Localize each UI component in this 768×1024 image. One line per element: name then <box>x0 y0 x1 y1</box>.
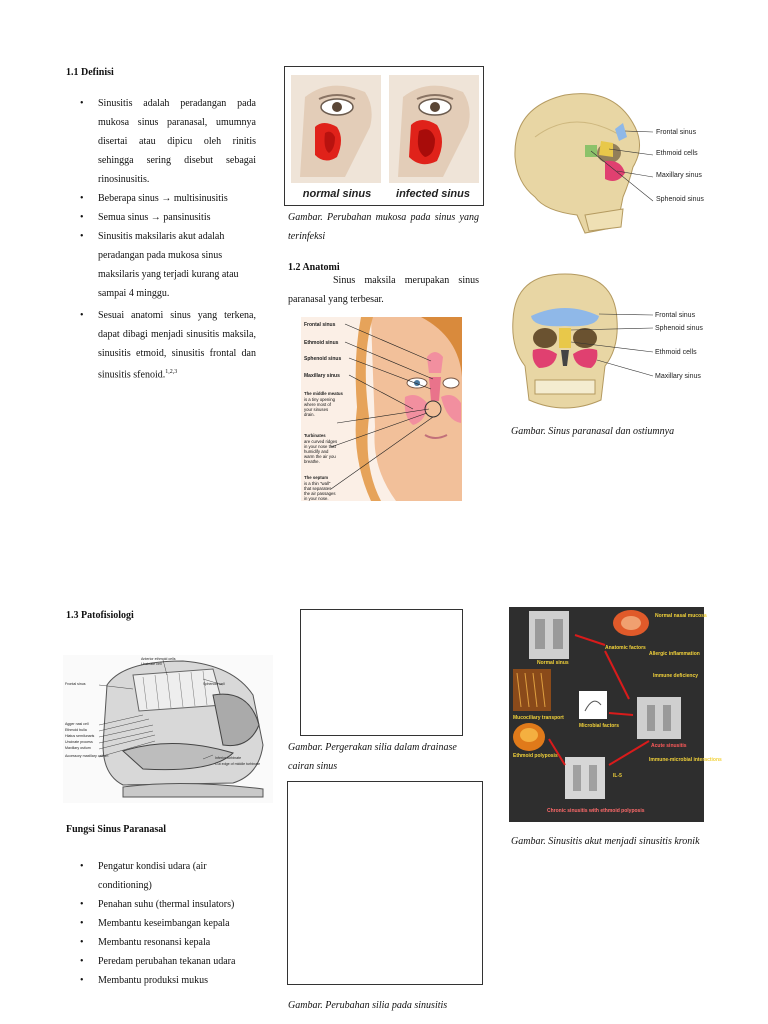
label-sphenoid-sinus: Sphenoid sinus <box>655 325 703 332</box>
list-item-text: Membantu resonansi kepala <box>98 937 211 948</box>
figure-face <box>301 317 462 501</box>
label-allergic: Allergic inflammation <box>649 651 700 657</box>
caption-cilia-change: Gambar. Perubahan silia pada sinusitis <box>288 1000 448 1011</box>
list-item <box>65 971 275 990</box>
list-item <box>65 94 256 189</box>
label-hiatus: Hiatus semilunaris <box>65 734 95 738</box>
anatomi-text: Sinus maksila merupakan sinus paranasal yang terbesar. <box>288 275 479 305</box>
label-inferior-turbinate: Inferior turbinate <box>215 756 242 760</box>
figure-cilia-drainage-frame <box>300 609 463 736</box>
chronic-sinusitis-illustration <box>509 607 722 822</box>
label-normal-mucosa: Normal nasal mucosa <box>655 613 707 619</box>
definisi-list <box>65 94 256 384</box>
ethmoid-shape <box>559 328 571 348</box>
label-mucociliary: Mucociliary transport <box>513 715 564 721</box>
label-sphenoid-sinus: Sphenoid sinus <box>304 356 342 362</box>
reference-superscript: 1,2,3 <box>165 369 178 375</box>
skull-lateral-illustration <box>505 87 704 237</box>
label-ethmoid-sinus: Ethmoid sinus <box>304 340 339 346</box>
list-item-text: Penahan suhu (thermal insulators) <box>98 899 235 910</box>
mucosa-illustration <box>285 67 483 205</box>
label-microbial: Microbial factors <box>579 723 620 729</box>
list-item <box>65 857 248 895</box>
note-turbinates-title: Turbinates <box>304 433 326 438</box>
label-ethmoid-cells: Ethmoid cells <box>655 349 697 356</box>
list-item <box>65 895 275 914</box>
list-item-text: Sinusitis maksilaris akut adalah peradangan pada mukosa sinus maksilaris yang terjadi kurang atau sampai 4 minggu. <box>98 231 239 299</box>
label-sphenoid-cell: Sphenoid cell <box>203 682 225 686</box>
nasal-wall-illustration <box>63 655 273 803</box>
list-item <box>65 952 275 971</box>
caption-chronic: Gambar. Sinusitis akut menjadi sinusitis kronik <box>511 836 700 847</box>
note-turbinates-text: are curved ridges in your nose that humidify and warm the air you breathe. <box>304 439 338 464</box>
label-maxillary-sinus: Maxillary sinus <box>304 373 340 379</box>
label-sphenoid-sinus: Sphenoid sinus <box>656 196 704 203</box>
label-normal-sinus: normal sinus <box>302 188 372 200</box>
caption-cilia-drainage: Gambar. Pergerakan silia dalam drainase cairan sinus <box>288 742 457 772</box>
label-normal-sinus: Normal sinus <box>537 660 569 666</box>
note-septum-text: is a thin "wall" that separates the air passages in your nose. <box>304 481 336 501</box>
label-chronic: Chronic sinusitis with ethmoid polyposis <box>547 808 645 814</box>
heading-fungsi: Fungsi Sinus Paranasal <box>66 824 167 835</box>
figure-chronic-sinusitis <box>509 607 722 822</box>
label-ethmoid-polyposis: Ethmoid polyposis <box>513 753 558 759</box>
face-sinus-illustration <box>301 317 462 501</box>
figure-skull-lateral <box>505 87 704 237</box>
list-item-text: Pengatur kondisi udara (air conditioning) <box>98 861 207 891</box>
label-agger-nasi: Agger nasi cell <box>65 722 89 726</box>
label-uncinate-cell: Uncinate cell <box>141 662 162 666</box>
label-immune-deficiency: Immune deficiency <box>653 673 699 679</box>
label-anterior-ethmoid: Anterior ethmoid cells <box>141 657 176 661</box>
heading-anatomi: 1.2 Anatomi <box>288 262 340 273</box>
label-maxillary-sinus: Maxillary sinus <box>655 373 701 380</box>
caption-mucosa: Gambar. Perubahan mukosa pada sinus yang terinfeksi <box>288 212 479 242</box>
list-item-text: Peredam perubahan tekanan udara <box>98 956 236 967</box>
label-ethmoid-bulla: Ethmoid bulla <box>65 728 87 732</box>
figure-cilia-change-frame <box>287 781 483 985</box>
label-cut-edge: Cut edge of middle turbinate <box>215 762 261 766</box>
fungsi-list <box>65 857 275 990</box>
list-item <box>65 306 256 384</box>
list-item-text: Membantu keseimbangan kepala <box>98 918 230 929</box>
list-item <box>65 933 275 952</box>
list-item-text: Membantu produksi mukus <box>98 975 208 986</box>
figure-nasal-wall <box>63 655 273 803</box>
list-item <box>65 189 256 208</box>
label-maxillary-sinus: Maxillary sinus <box>656 172 702 179</box>
label-acute: Acute sinusitis <box>651 743 687 749</box>
label-il5: IL-5 <box>613 773 622 779</box>
note-middle-meatus-title: The middle meatus <box>304 391 343 396</box>
label-maxillary-ostium: Maxillary ostium <box>65 746 91 750</box>
list-item-text: Semua sinus → pansinusitis <box>98 212 211 223</box>
label-accessory-ostium: Accessory maxillary ostium <box>65 754 109 758</box>
figure-mucosa <box>284 66 484 206</box>
list-item-text: Beberapa sinus → multisinusitis <box>98 193 228 204</box>
list-item-text: Sesuai anatomi sinus yang terkena, dapat dibagi menjadi sinusitis maksila, sinusitis etmoid, sinusitis frontal dan sinusitis sfenoid. <box>98 310 256 381</box>
note-middle-meatus-text: is a tiny opening where most of your sinuses drain. <box>304 397 336 417</box>
label-frontal-sinus: Frontal sinus <box>656 129 697 136</box>
caption-skull: Gambar. Sinus paranasal dan ostiumnya <box>511 426 675 437</box>
skull-frontal-illustration <box>505 270 701 418</box>
label-immune-microbial: Immune-microbial interactions <box>649 757 722 763</box>
label-frontal-sinus: Frontal sinus <box>65 682 86 686</box>
list-item <box>65 914 275 933</box>
note-septum-title: The septum <box>304 475 329 480</box>
label-frontal-sinus: Frontal sinus <box>304 322 336 328</box>
heading-definisi: 1.1 Definisi <box>66 67 114 78</box>
label-uncinate-process: Uncinate process <box>65 740 93 744</box>
list-item <box>65 227 256 303</box>
list-item <box>65 208 256 227</box>
label-ethmoid-cells: Ethmoid cells <box>656 150 698 157</box>
label-frontal-sinus: Frontal sinus <box>655 312 696 319</box>
list-item-text: Sinusitis adalah peradangan pada mukosa sinus paranasal, umumnya disertai atau dipicu oleh rinitis sehingga sering disebut sebagai rinosinusitis. <box>98 98 256 185</box>
label-infected-sinus: infected sinus <box>396 188 470 200</box>
figure-skull-frontal <box>505 270 701 418</box>
heading-patofisiologi: 1.3 Patofisiologi <box>66 610 134 621</box>
label-anatomic: Anatomic factors <box>605 645 646 651</box>
